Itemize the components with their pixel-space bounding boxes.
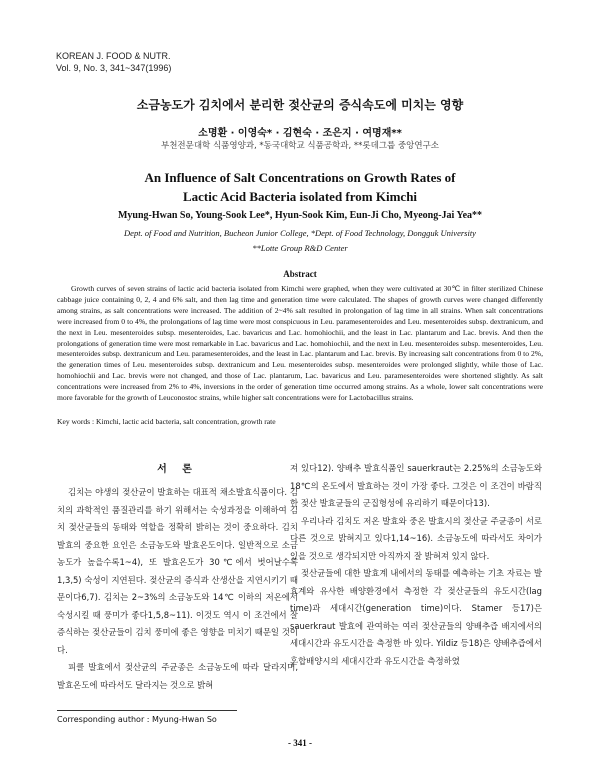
corresponding-author: Corresponding author : Myung-Hwan So xyxy=(57,715,217,724)
intro-paragraph-1: 김치는 야생의 젖산균이 발효하는 대표적 채소발효식품이다. 김치의 과학적인 품질관리를 하기 위해서는 숙성과정을 이해하여 김치 젖산균들의 동태와 역할을 정확히 밝히는 것이 중요하다. 김치 발효의 중요한 요인은 소금농도와 발효온도이다. 일반적으로 소금농도가 높을수록1~4), 또 발효온도가 30℃에서 벗어날수록1,3,5) 숙성이 지연된다. 젖산균의 증식과 산생산을 지연시키기 때문이다6,7). 김치는 2~3%의 소금농도와 14℃ 이하의 저온에서 숙성시킬 때 풍미가 좋다1,5,8~11). 이것도 역시 이 조건에서 잘 증식하는 젖산균들이 김치 풍미에 좋은 영향을 미치기 때문일 것이다. xyxy=(57,487,298,655)
korean-authors: 소명환 · 이영숙* · 김현숙 · 조은지 · 여명재** xyxy=(198,128,402,139)
english-title-line2: Lactic Acid Bacteria isolated from Kimchi xyxy=(182,189,418,204)
keywords: Key words : Kimchi, lactic acid bacteria, salt concentration, growth rate xyxy=(57,417,276,426)
english-authors: Myung-Hwan So, Young-Sook Lee*, Hyun-Sook Kim, Eun-Ji Cho, Myeong-Jai Yea** xyxy=(117,210,483,221)
intro-paragraph-4: 우리나라 김치도 저온 발효와 중온 발효시의 젖산균 주균종이 서로 다른 것으로 밝혀지고 있다1,14~16). 소금농도에 따라서도 차이가 있을 것으로 생각되지만 아직까지 잘 밝혀져 있지 않다. xyxy=(290,515,542,561)
page-number: - 341 - xyxy=(288,738,312,748)
journal-name: KOREAN J. FOOD & NUTR. xyxy=(56,51,171,61)
english-title xyxy=(0,168,600,206)
abstract-heading: Abstract xyxy=(283,269,317,279)
english-affiliation-line1: Dept. of Food and Nutrition, Bucheon Junior College, *Dept. of Food Technology, Dongguk University xyxy=(124,228,476,238)
intro-paragraph-3: 져 있다12). 양배추 발효식품인 sauerkraut는 2.25%의 소금농도와 18℃의 온도에서 발효하는 것이 가장 좋다. 그것은 이 조건이 바람직한 젖산 발효균들의 군집형성에 유리하기 때문이다13). xyxy=(290,463,542,508)
section-heading-introduction: 서 론 xyxy=(157,464,198,475)
intro-paragraph-5: 젖산균들에 대한 발효계 내에서의 동태를 예측하는 기초 자료는 발효계와 유사한 배양환경에서 측정한 각 젖산균들의 유도시간(lag time)과 세대시간(generation time)이다. Stamer 등17)은 sauerkraut 발효에 관여하는 여러 젖산균들의 양배추즙 배지에서의 세대시간과 유도시간을 측정한 바 있다. Yildiz 등18)은 양배추즙에서 혼합배양시의 세대시간과 유도시간을 측정하였 xyxy=(290,568,542,666)
abstract-text: Growth curves of seven strains of lactic acid bacteria isolated from Kimchi were graphed, when they were cultivated at 30℃ in filter sterilized Chinese cabbage juice containing 0, 2, 4 and 6% salt, and then lag time and generation time were calculated. The shapes of growth curves were changed differently among strains, as salt concentrations were increased. The addition of 2~4% salt resulted in prolongation of lag time in all strains. When salt concentrations were increased from 0 to 4%, the prolongations of lag time were most conspicuous in Leu. paramesenteroides and Leu. mesenteroides subsp. dextranicum, and the next in Leu. mesenteroides subsp. mesenteroides, Lac. bavaricus and Lac. homohiochii, and the least in Lac. plantarum and Lac. brevis. And then the prolongations of generation time were most remarkable in Lac. bavaricus and Lac. homohiochii, and the next in Leu. mesenteroides subsp. mesenteroides, Leu. mesenteroides subsp. dextranicum and Leu. paramesenteroides, and the least in Lac. plantarum and Lac. brevis. By increasing salt concentrations from 0 to 2%, the generation times of Leu. mesenteroides subsp. dextranicum and Leu. mesenteroides subsp. mesenteroides were prolonged slightly, while those of Lac. homohiochii and Lac. brevis were not changed, and those of Lac. plantarum, Lac. bavaricus and Leu. paramesenteroides were shortened slightly. As salt concentrations were increased from 2% to 4%, inversions in the order of generation time occurred among strains. As a whole, lower salt concentrations were more favorable for the growth of Leuconostoc strains, while higher salt concentrations were for Lactobacillus strains. xyxy=(57,284,543,403)
right-column xyxy=(290,460,542,670)
english-title-line1: An Influence of Salt Concentrations on Growth Rates of xyxy=(144,170,456,185)
korean-title: 소금농도가 김치에서 분리한 젖산균의 증식속도에 미치는 영향 xyxy=(136,98,464,112)
english-affiliations xyxy=(0,226,600,256)
footnote-divider xyxy=(57,710,237,711)
left-column xyxy=(57,484,298,694)
english-affiliation-line2: **Lotte Group R&D Center xyxy=(252,243,348,253)
intro-paragraph-2: 피클 발효에서 젖산균의 주균종은 소금농도에 따라 달라지며, 발효온도에 따라서도 달라지는 것으로 밝혀 xyxy=(57,662,298,690)
journal-header xyxy=(56,50,171,74)
korean-affiliations: 부천전문대학 식품영양과, *동국대학교 식품공학과, **롯데그룹 중앙연구소 xyxy=(161,141,439,151)
journal-volume: Vol. 9, No. 3, 341~347(1996) xyxy=(56,63,172,73)
